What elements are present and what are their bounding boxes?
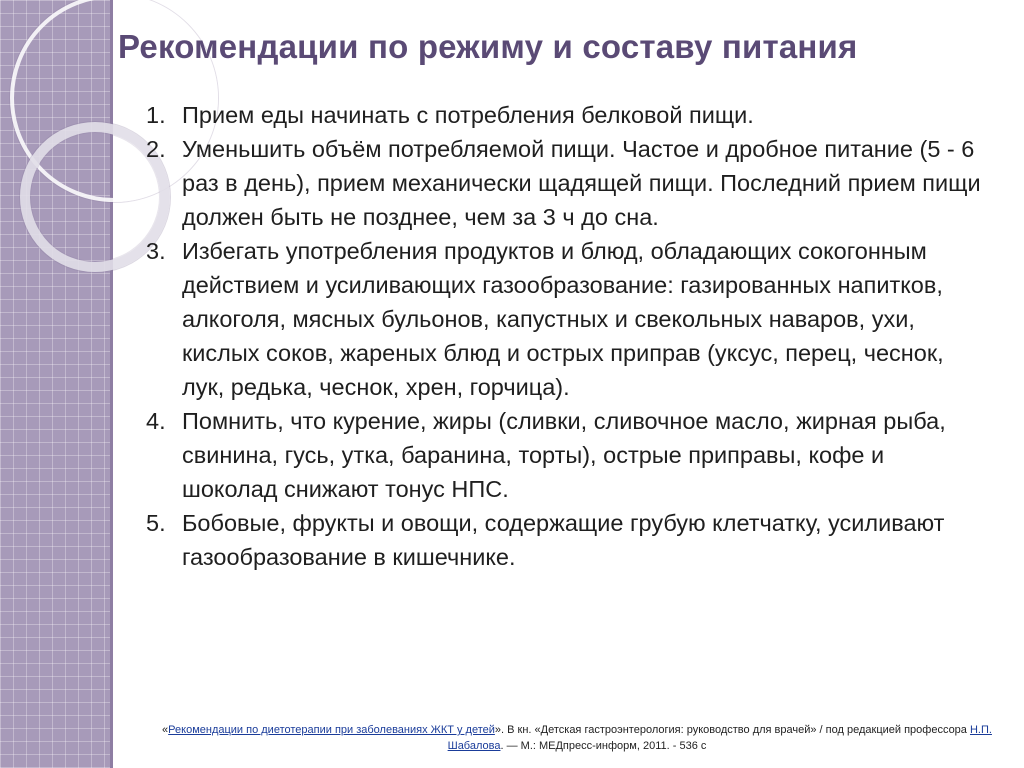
item-number: 1. bbox=[146, 102, 166, 128]
item-number: 4. bbox=[146, 408, 166, 434]
slide-title: Рекомендации по режиму и составу питания bbox=[118, 28, 858, 65]
item-text: Избегать употребления продуктов и блюд, обладающих сокогонным действием и усиливающих газообразование: газированных напитков, алкоголя, мясных бульонов, капустных и свекольных наваров, ухи, кислых соков, жареных блюд и острых приправ (уксус, перец, чеснок, лук, редька, чеснок, хрен, горчица). bbox=[182, 238, 944, 400]
list-item bbox=[146, 404, 981, 506]
list-item bbox=[146, 98, 981, 132]
item-text: Бобовые, фрукты и овощи, содержащие грубую клетчатку, усиливают газообразование в кишечнике. bbox=[182, 510, 945, 570]
author-link[interactable]: Н.П. Шабалова bbox=[447, 724, 992, 752]
item-number: 5. bbox=[146, 510, 166, 536]
list-item bbox=[146, 506, 981, 574]
item-number: 2. bbox=[146, 136, 166, 162]
citation-footer bbox=[140, 722, 1014, 754]
item-text: Прием еды начинать с потребления белковой пищи. bbox=[182, 102, 754, 128]
item-text: Помнить, что курение, жиры (сливки, сливочное масло, жирная рыба, свинина, гусь, утка, баранина, торты), острые приправы, кофе и шоколад снижают тонус НПС. bbox=[182, 408, 946, 502]
citation-end: . — М.: МЕДпресс-информ, 2011. - 536 с bbox=[500, 740, 707, 752]
article-link[interactable]: Рекомендации по диетотерапии при заболеваниях ЖКТ у детей bbox=[168, 724, 495, 736]
list-item bbox=[146, 234, 981, 404]
list-item bbox=[146, 132, 981, 234]
item-text: Уменьшить объём потребляемой пищи. Частое и дробное питание (5 - 6 раз в день), прием механически щадящей пищи. Последний прием пищи должен быть не позднее, чем за 3 ч до сна. bbox=[182, 136, 981, 230]
recommendation-list bbox=[146, 98, 981, 574]
quote-open: « bbox=[162, 724, 169, 736]
item-number: 3. bbox=[146, 238, 166, 264]
citation-middle: ». В кн. «Детская гастроэнтерология: руководство для врачей» / под редакцией профессора bbox=[494, 724, 970, 736]
